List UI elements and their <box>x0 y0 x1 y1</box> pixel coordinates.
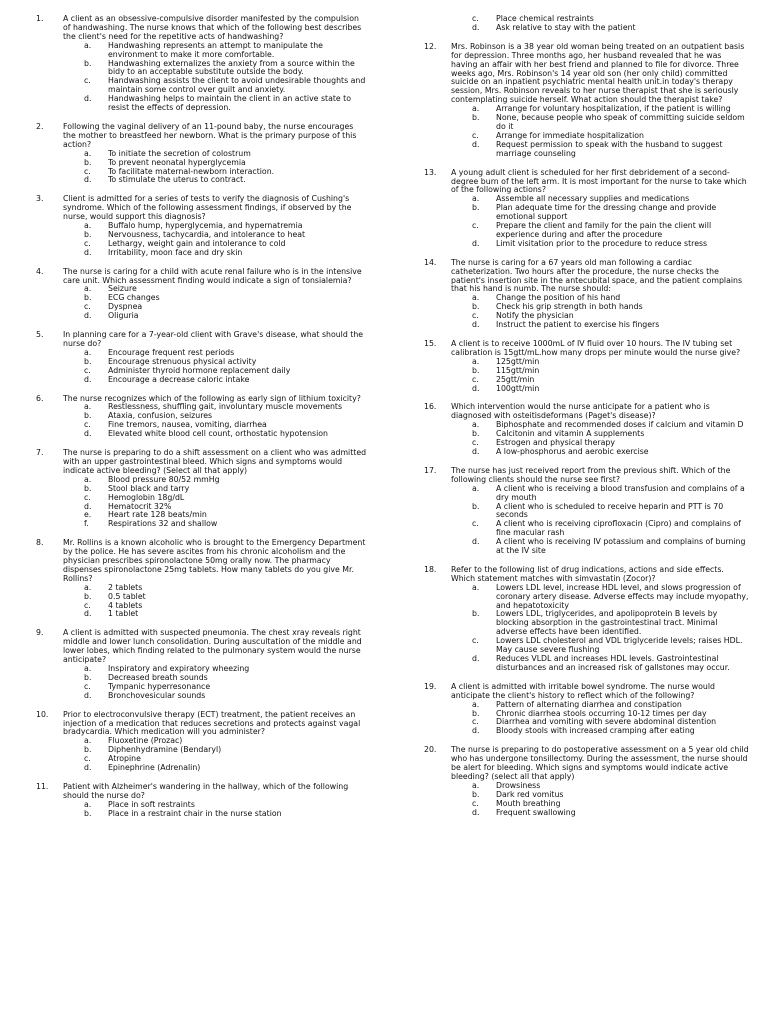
answer-option <box>84 312 368 321</box>
question-text: The nurse is preparing to do postoperative assessment on a 5 year old child who has undergone tonsillectomy. During the assessment, the nurse should be alert for bleeding. Which signs and symptoms would indicate active bleeding? (select all that apply) <box>451 745 749 781</box>
answer-option <box>472 538 750 556</box>
option-text: Place in a restraint chair in the nurse station <box>108 808 282 818</box>
option-text: Encourage a decrease caloric intake <box>108 374 250 384</box>
question-number: 17. <box>424 465 437 475</box>
question-number: 1. <box>36 14 44 23</box>
option-text: Instruct the patient to exercise his fingers <box>496 320 660 330</box>
answer-option <box>472 141 750 159</box>
option-text: Request permission to speak with the husband to suggest marriage counseling <box>496 139 723 158</box>
answer-option <box>84 60 368 78</box>
option-text: Lowers LDL, triglycerides, and apolipoprotein B levels by blocking absorption in the gastrointestinal tract. Minimal adverse effects have been identified. <box>496 609 718 637</box>
option-text: Change the position of his hand <box>496 293 621 303</box>
option-text: Ataxia, confusion, seizures <box>108 411 213 421</box>
question-item <box>36 783 368 819</box>
option-letter: b. <box>84 672 92 682</box>
option-text: Biphosphate and recommended doses if calcium and vitamin D <box>496 420 744 430</box>
answer-option <box>472 114 750 132</box>
option-text: Epinephrine (Adrenalin) <box>108 763 201 773</box>
option-letter: d. <box>84 94 92 104</box>
option-letter: a. <box>84 221 92 231</box>
question-number: 9. <box>36 628 44 638</box>
option-text: Place in soft restraints <box>108 799 195 809</box>
option-text: Decreased breath sounds <box>108 672 208 682</box>
question-text: Refer to the following list of drug indications, actions and side effects. Which statement matches with simvastatin (Zocor)? <box>451 564 724 583</box>
option-letter: d. <box>472 320 480 330</box>
option-letter: d. <box>472 537 480 547</box>
question-item <box>36 711 368 773</box>
option-letter: c. <box>84 754 91 764</box>
option-text: Hematocrit 32% <box>108 501 172 511</box>
question-text: Following the vaginal delivery of an 11-pound baby, the nurse encourages the mother to breastfeed her newborn. What is the primary purpose of this action? <box>63 121 357 149</box>
answer-option <box>84 376 368 385</box>
question-item <box>424 259 750 330</box>
option-text: Fluoxetine (Prozac) <box>108 736 183 746</box>
question-item <box>424 566 750 673</box>
option-text: Pattern of alternating diarrhea and constipation <box>496 699 682 709</box>
option-text: Handwashing helps to maintain the client in an active state to resist the effects of depression. <box>108 94 352 113</box>
answer-option <box>472 385 750 394</box>
option-letter: d. <box>472 446 480 456</box>
question-item <box>36 395 368 440</box>
option-letter: d. <box>84 501 92 511</box>
question-number: 8. <box>36 538 44 548</box>
option-text: ECG changes <box>108 293 160 303</box>
question-text: The nurse has just received report from the previous shift. Which of the following clients should the nurse see first? <box>451 465 731 484</box>
option-text: Restlessness, shuffling gait, involuntary muscle movements <box>108 402 343 412</box>
answer-option <box>84 42 368 60</box>
option-letter: d. <box>472 654 480 663</box>
option-letter: c. <box>84 420 91 430</box>
option-letter: a. <box>84 284 92 294</box>
option-letter: b. <box>472 365 480 375</box>
option-letter: a. <box>84 582 92 592</box>
option-text: 4 tablets <box>108 600 143 610</box>
answer-option <box>84 520 368 529</box>
option-letter: d. <box>84 374 92 384</box>
question-number: 10. <box>36 709 49 719</box>
left-column <box>36 15 368 829</box>
option-letter: a. <box>84 736 92 746</box>
option-text: Estrogen and physical therapy <box>496 438 615 448</box>
option-letter: a. <box>84 474 92 484</box>
option-letter: c. <box>84 681 91 691</box>
option-text: 125gtt/min <box>496 356 540 366</box>
option-letter: b. <box>84 356 92 366</box>
question-number: 16. <box>424 402 437 412</box>
option-text: Lowers LDL cholesterol and VDL triglyceride levels; raises HDL. May cause severe flushing <box>496 636 743 655</box>
option-letter: c. <box>84 166 91 176</box>
option-text: Lethargy, weight gain and intolerance to cold <box>108 238 286 248</box>
option-letter: a. <box>84 664 92 673</box>
question-text: Client is admitted for a series of tests to verify the diagnosis of Cushing's syndrome. Which of the following assessment findings, if observed by the nurse, would support this diagnosis? <box>63 194 352 222</box>
option-letter: d. <box>472 383 480 393</box>
option-letter: b. <box>472 203 480 213</box>
question-item <box>36 331 368 384</box>
option-text: 25gtt/min <box>496 374 535 384</box>
question-item <box>424 683 750 736</box>
question-item <box>424 467 750 556</box>
question-number: 5. <box>36 330 44 340</box>
question-number: 15. <box>424 339 437 348</box>
option-letter: b. <box>84 745 92 755</box>
option-letter: c. <box>84 302 91 312</box>
option-text: Inspiratory and expiratory wheezing <box>108 664 250 673</box>
option-letter: d. <box>84 609 92 619</box>
answer-option <box>84 610 368 619</box>
option-text: Respirations 32 and shallow <box>108 519 218 529</box>
option-letter: d. <box>472 726 480 736</box>
option-text: Heart rate 128 beats/min <box>108 510 207 520</box>
question-text: The nurse is preparing to do a shift assessment on a client who was admitted with an upper gastrointestinal bleed. Which signs and symptoms would indicate active bleeding? (Select all that apply) <box>63 448 367 475</box>
option-letter: d. <box>84 763 92 773</box>
option-text: Dyspnea <box>108 302 143 312</box>
option-letter: b. <box>84 58 92 68</box>
option-text: Bronchovesicular sounds <box>108 690 206 700</box>
question-number: 12. <box>424 41 437 51</box>
answer-option <box>472 727 750 736</box>
answer-option <box>84 249 368 258</box>
option-letter: a. <box>84 347 92 357</box>
option-text: Fine tremors, nausea, vomiting, diarrhea <box>108 420 267 430</box>
option-text: Arrange for voluntary hospitalization, if the patient is willing <box>496 104 731 114</box>
option-text: To initiate the secretion of colostrum <box>108 148 251 158</box>
option-letter: a. <box>84 799 92 809</box>
option-text: Encourage strenuous physical activity <box>108 356 257 366</box>
question-text: Mrs. Robinson is a 38 year old woman being treated on an outpatient basis for depression. Three months ago, her husband revealed that he was having an affair with her best friend and planned to file for divorce. Three weeks ago, Mrs. Robinson's 14 year old son (her only child) committed suicide on an inpatient psychiatric mental health unit.in today's therapy session, Mrs. Robinson reveals to her nurse therapist that she is seriously contemplating suicide herself. What action should the therapist take? <box>451 41 745 105</box>
option-letter: c. <box>472 311 479 321</box>
question-text: A client is to receive 1000mL of IV fluid over 10 hours. The IV tubing set calibration is 15gtt/mL.how many drops per minute would the nurse give? <box>451 339 741 357</box>
answer-option <box>84 176 368 185</box>
option-text: 1 tablet <box>108 609 139 619</box>
option-letter: d. <box>472 22 480 32</box>
question-number: 13. <box>424 167 437 177</box>
answer-option <box>472 655 750 673</box>
question-item <box>36 629 368 700</box>
option-letter: d. <box>472 238 480 248</box>
option-letter: c. <box>472 221 479 231</box>
option-text: A low-phosphorus and aerobic exercise <box>496 446 649 456</box>
answer-option <box>472 809 750 818</box>
option-text: A client who is receiving IV potassium and complains of burning at the IV site <box>496 537 746 556</box>
option-text: Encourage frequent rest periods <box>108 347 235 357</box>
option-letter: a. <box>472 483 480 493</box>
question-text: A client is admitted with suspected pneumonia. The chest xray reveals right middle and lower lunch consolidation. During auscultation of the middle and lower lobes, which finding related to the pulmonary system would the nurse anticipate? <box>63 628 362 665</box>
question-text: A young adult client is scheduled for her first debridement of a second-degree burn of the left arm. It is most important for the nurse to take which of the following actions? <box>451 167 747 195</box>
option-text: Blood pressure 80/52 mmHg <box>108 474 220 484</box>
option-letter: a. <box>84 402 92 412</box>
option-text: Elevated white blood cell count, orthostatic hypotension <box>108 429 328 439</box>
option-letter: b. <box>84 483 92 493</box>
option-text: To prevent neonatal hyperglycemia <box>108 157 246 167</box>
question-item <box>424 746 750 817</box>
right-column <box>424 15 750 828</box>
option-text: Handwashing represents an attempt to manipulate the environment to make it more comfortable. <box>108 40 323 59</box>
option-text: Handwashing externalizes the anxiety from a source within the bidy to an acceptable substitute outside the body. <box>108 58 355 77</box>
option-letter: c. <box>472 717 479 727</box>
option-text: Nervousness, tachycardia, and intolerance to heat <box>108 229 306 239</box>
option-letter: d. <box>84 247 92 257</box>
option-text: Plan adequate time for the dressing change and provide emotional support <box>496 203 717 222</box>
question-text: Patient with Alzheimer's wandering in the hallway, which of the following should the nurse do? <box>63 781 349 800</box>
question-item <box>424 169 750 249</box>
answer-option <box>472 503 750 521</box>
option-letter: b. <box>472 708 480 718</box>
option-letter: c. <box>472 438 479 448</box>
option-text: Atropine <box>108 754 141 764</box>
option-letter: a. <box>472 194 480 204</box>
option-text: Lowers LDL level, increase HDL level, and slows progression of coronary artery disease. Adverse effects may include myopathy, and hepatotoxicity <box>496 582 749 610</box>
answer-option <box>472 520 750 538</box>
option-text: Irritability, moon face and dry skin <box>108 247 243 257</box>
option-letter: e. <box>84 510 92 520</box>
question-number: 18. <box>424 564 437 574</box>
option-letter: d. <box>472 807 480 817</box>
option-text: Buffalo hump, hyperglycemia, and hypernatremia <box>108 221 303 231</box>
right-questions <box>424 43 750 818</box>
answer-option <box>472 222 750 240</box>
option-letter: c. <box>472 374 479 384</box>
option-text: Chronic diarrhea stools occurring 10-12 times per day <box>496 708 707 718</box>
option-text: Dark red vomitus <box>496 789 564 799</box>
option-letter: b. <box>472 789 480 799</box>
question-text: Prior to electroconvulsive therapy (ECT) treatment, the patient receives an injection of a medication that reduces secretions and protects against vagal bradycardia. Which medication will you administer? <box>63 709 361 737</box>
option-letter: c. <box>472 636 479 646</box>
option-text: Diarrhea and vomiting with severe abdominal distention <box>496 717 717 727</box>
option-letter: d. <box>84 429 92 439</box>
option-letter: b. <box>84 293 92 303</box>
answer-option <box>472 584 750 611</box>
option-text: Drowsiness <box>496 780 541 790</box>
option-letter: a. <box>84 148 92 158</box>
option-text: Notify the physician <box>496 311 574 321</box>
option-text: Handwashing assists the client to avoid undesirable thoughts and maintain some control over guilt and anxiety. <box>108 76 366 95</box>
question-item <box>36 539 368 619</box>
answer-option <box>84 692 368 701</box>
option-letter: b. <box>472 302 480 312</box>
option-text: Limit visitation prior to the procedure to reduce stress <box>496 238 708 248</box>
option-text: A client who is receiving ciprofloxacin (Cipro) and complains of fine macular rash <box>496 519 741 538</box>
question-item <box>36 123 368 185</box>
option-text: 0.5 tablet <box>108 591 146 601</box>
question-number: 2. <box>36 121 44 131</box>
continued-options <box>424 15 750 33</box>
question-item <box>424 340 750 393</box>
option-text: Bloody stools with increased cramping after eating <box>496 726 695 736</box>
option-letter: b. <box>84 808 92 818</box>
option-text: 100gtt/min <box>496 383 540 393</box>
option-letter: a. <box>84 40 92 50</box>
question-item <box>36 268 368 321</box>
question-text: The nurse is caring for a child with acute renal failure who is in the intensive care unit. Which assessment finding would indicate a sign of tonsialemia? <box>63 266 362 285</box>
option-text: Calcitonin and vitamin A supplements <box>496 429 645 439</box>
option-letter: a. <box>472 699 480 709</box>
option-text: Check his grip strength in both hands <box>496 302 643 312</box>
option-letter: b. <box>84 157 92 167</box>
option-text: 2 tablets <box>108 582 143 592</box>
option-letter: c. <box>472 14 479 23</box>
answer-option <box>472 610 750 637</box>
option-text: Place chemical restraints <box>496 14 594 23</box>
question-item <box>36 195 368 257</box>
answer-option <box>84 430 368 439</box>
option-text: Stool black and tarry <box>108 483 190 493</box>
option-letter: d. <box>84 311 92 321</box>
question-text: A client is admitted with irritable bowel syndrome. The nurse would anticipate the client's history to reflect which of the following? <box>451 681 715 700</box>
question-item <box>424 403 750 456</box>
option-letter: a. <box>472 582 480 592</box>
question-item <box>36 449 368 529</box>
option-letter: b. <box>472 429 480 439</box>
question-text: Which intervention would the nurse anticipate for a patient who is diagnosed with osteitisdeformans (Paget's disease)? <box>451 402 710 421</box>
option-letter: d. <box>84 175 92 185</box>
answer-option <box>472 24 750 33</box>
option-text: A client who is scheduled to receive heparin and PTT is 70 seconds <box>496 501 724 520</box>
question-text: In planning care for a 7-year-old client with Grave's disease, what should the nurse do? <box>63 330 364 348</box>
option-letter: b. <box>472 113 480 123</box>
option-text: To facilitate maternal-newborn interaction. <box>108 166 275 176</box>
option-letter: b. <box>84 591 92 601</box>
option-text: Administer thyroid hormone replacement daily <box>108 365 291 375</box>
question-number: 14. <box>424 257 437 267</box>
answer-option <box>472 321 750 330</box>
option-letter: a. <box>472 104 480 114</box>
answer-option <box>84 764 368 773</box>
question-number: 4. <box>36 266 44 276</box>
option-letter: c. <box>84 76 91 86</box>
option-letter: b. <box>84 229 92 239</box>
option-letter: c. <box>472 798 479 808</box>
answer-option <box>84 77 368 95</box>
option-letter: a. <box>472 780 480 790</box>
option-letter: a. <box>472 356 480 366</box>
option-text: Arrange for immediate hospitalization <box>496 130 644 140</box>
question-text: The nurse recognizes which of the following as early sign of lithium toxicity? <box>63 393 361 403</box>
option-letter: b. <box>472 501 480 511</box>
option-letter: d. <box>84 690 92 700</box>
option-text: Mouth breathing <box>496 798 561 808</box>
option-text: None, because people who speak of committing suicide seldom do it <box>496 113 745 131</box>
question-number: 11. <box>36 781 49 791</box>
option-letter: c. <box>472 519 479 529</box>
answer-option <box>472 448 750 457</box>
option-letter: b. <box>472 609 480 619</box>
question-item <box>424 43 750 159</box>
option-text: Tympanic hyperresonance <box>108 681 211 691</box>
answer-option <box>472 240 750 249</box>
answer-option <box>472 204 750 222</box>
option-letter: a. <box>472 293 480 303</box>
answer-option <box>84 95 368 113</box>
option-text: Prepare the client and family for the pain the client will experience during and after the procedure <box>496 221 712 239</box>
option-text: Frequent swallowing <box>496 807 576 817</box>
option-letter: c. <box>84 492 91 502</box>
option-letter: c. <box>84 600 91 610</box>
option-letter: a. <box>472 420 480 430</box>
option-letter: f. <box>84 519 89 529</box>
option-letter: b. <box>84 411 92 421</box>
option-letter: c. <box>472 130 479 140</box>
option-text: Hemoglobin 18g/dL <box>108 492 185 502</box>
option-text: Reduces VLDL and increases HDL levels. Gastrointestinal disturbances and an increased risk of gallstones may occur. <box>496 654 730 672</box>
option-letter: c. <box>84 238 91 248</box>
answer-option <box>472 485 750 503</box>
option-text: Ask relative to stay with the patient <box>496 22 636 32</box>
option-text: A client who is receiving a blood transfusion and complains of a dry mouth <box>496 483 745 502</box>
question-text: A client as an obsessive-compulsive disorder manifested by the compulsion of handwashing. The nurse knows that which of the following best describes the client's need for the repetitive acts of handwashing? <box>63 14 362 41</box>
question-text: The nurse is caring for a 67 years old man following a cardiac catheterization. Two hours after the procedure, the nurse checks the patient's insertion site in the antecubital space, and the patient complains that his hand is numb. The nurse should: <box>451 257 743 294</box>
question-number: 20. <box>424 745 437 755</box>
question-number: 19. <box>424 681 437 691</box>
option-text: Assemble all necessary supplies and medications <box>496 194 690 204</box>
option-letter: c. <box>84 365 91 375</box>
option-letter: d. <box>472 139 480 149</box>
question-text: Mr. Rollins is a known alcoholic who is brought to the Emergency Department by the police. He has severe ascites from his chronic alcoholism and the physician prescribes spironolactone 50mg orally now. The pharmacy dispenses spironolactone 25mg tablets. How many tablets do you give Mr. Rollins? <box>63 538 366 583</box>
question-number: 7. <box>36 448 44 458</box>
option-text: Oliguria <box>108 311 139 321</box>
option-text: 115gtt/min <box>496 365 540 375</box>
question-item-continued <box>424 15 750 33</box>
question-number: 6. <box>36 393 44 403</box>
question-item <box>36 15 368 113</box>
option-text: Diphenhydramine (Bendaryl) <box>108 745 222 755</box>
answer-option <box>472 637 750 655</box>
option-text: Seizure <box>108 284 137 294</box>
question-number: 3. <box>36 194 44 204</box>
answer-option <box>84 810 368 819</box>
option-text: To stimulate the uterus to contract. <box>108 175 246 185</box>
